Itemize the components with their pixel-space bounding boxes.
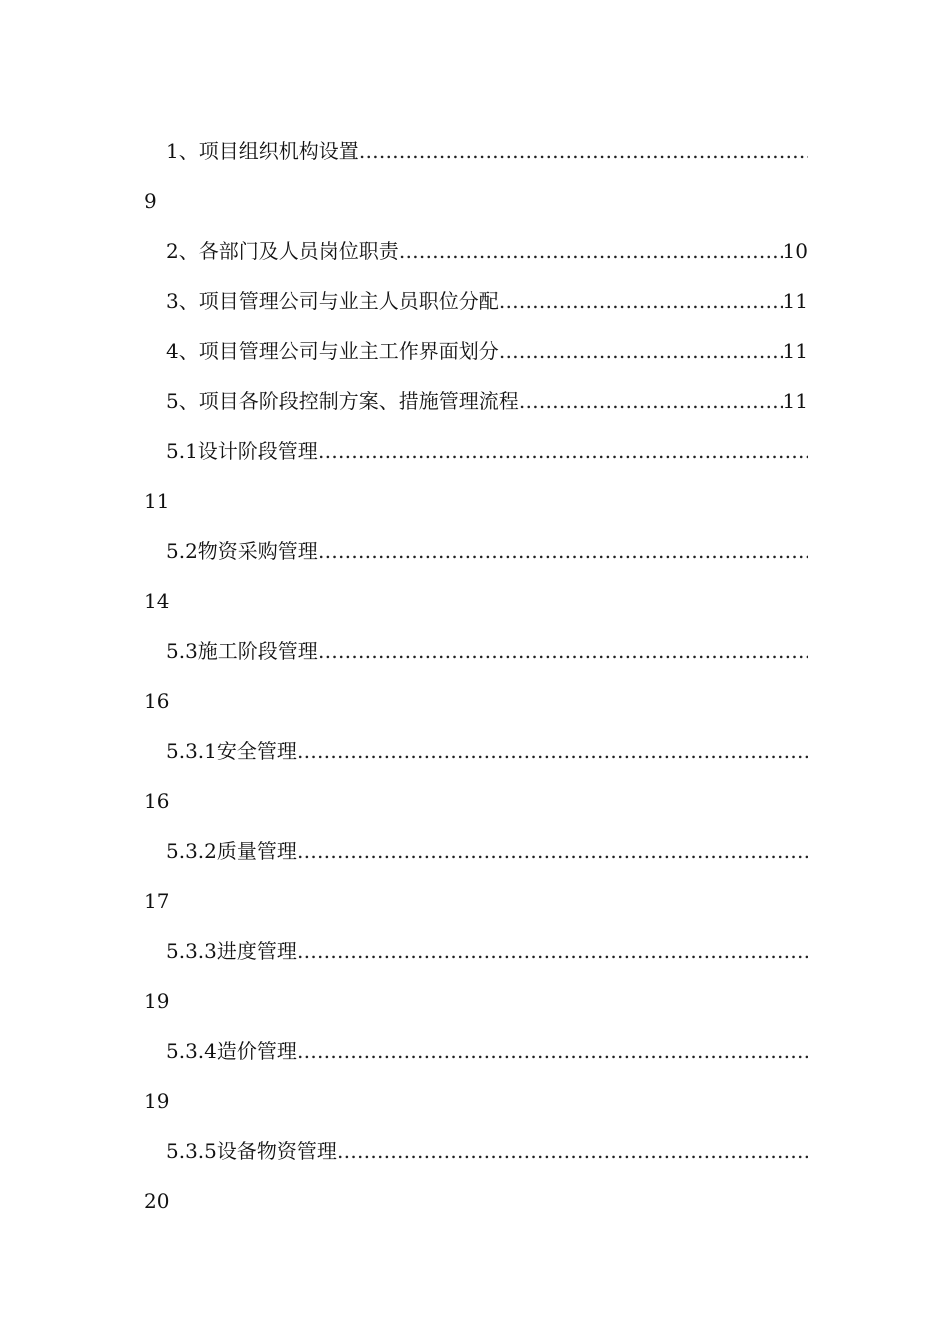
toc-entry[interactable] <box>166 536 808 566</box>
toc-page-number: 19 <box>144 989 170 1013</box>
dot-leader <box>297 736 808 766</box>
toc-page-number: 17 <box>144 889 170 913</box>
toc-entry[interactable] <box>166 386 808 416</box>
toc-entry[interactable] <box>166 1036 808 1066</box>
toc-page-number: 16 <box>144 789 170 813</box>
toc-entry-label: 1、项目组织机构设置 <box>166 139 359 163</box>
dot-leader <box>337 1136 808 1166</box>
dot-leader <box>519 386 783 416</box>
toc-entry[interactable] <box>166 136 808 166</box>
toc-entry-label: 5.3.4造价管理 <box>166 1039 297 1063</box>
toc-entry[interactable] <box>166 336 808 366</box>
toc-page-number: 20 <box>144 1189 170 1213</box>
toc-entry[interactable] <box>166 436 808 466</box>
toc-entry-label: 5.3.1安全管理 <box>166 739 297 763</box>
toc-entry-label: 5.3施工阶段管理 <box>166 639 318 663</box>
toc-page-number: 11 <box>782 289 808 313</box>
toc-entry-label: 3、项目管理公司与业主人员职位分配 <box>166 289 499 313</box>
dot-leader <box>318 536 808 566</box>
toc-page-number: 11 <box>782 339 808 363</box>
toc-page-number: 11 <box>144 489 170 513</box>
dot-leader <box>297 836 808 866</box>
toc-page-number: 9 <box>144 189 157 213</box>
toc-entry[interactable] <box>166 936 808 966</box>
toc-page-number: 10 <box>782 239 808 263</box>
toc-entry[interactable] <box>166 836 808 866</box>
toc-entry[interactable] <box>166 736 808 766</box>
toc-page-number: 16 <box>144 689 170 713</box>
toc-page-number: 11 <box>782 389 808 413</box>
dot-leader <box>399 236 783 266</box>
toc-entry-label: 2、各部门及人员岗位职责 <box>166 239 399 263</box>
toc-entry-label: 5.3.2质量管理 <box>166 839 297 863</box>
toc-entry-label: 5.2物资采购管理 <box>166 539 318 563</box>
dot-leader <box>499 336 783 366</box>
dot-leader <box>318 436 808 466</box>
dot-leader <box>499 286 783 316</box>
toc-entry-label: 5.3.5设备物资管理 <box>166 1139 337 1163</box>
toc-entry-label: 5、项目各阶段控制方案、措施管理流程 <box>166 389 519 413</box>
dot-leader <box>359 136 808 166</box>
dot-leader <box>297 1036 808 1066</box>
toc-entry[interactable] <box>166 286 808 316</box>
toc-entry-label: 4、项目管理公司与业主工作界面划分 <box>166 339 499 363</box>
dot-leader <box>297 936 808 966</box>
toc-entry-label: 5.1设计阶段管理 <box>166 439 318 463</box>
dot-leader <box>318 636 808 666</box>
toc-entry[interactable] <box>166 236 808 266</box>
toc-entry[interactable] <box>166 636 808 666</box>
toc-page-number: 14 <box>144 589 170 613</box>
toc-entry[interactable] <box>166 1136 808 1166</box>
toc-entry-label: 5.3.3进度管理 <box>166 939 297 963</box>
toc-page-number: 19 <box>144 1089 170 1113</box>
